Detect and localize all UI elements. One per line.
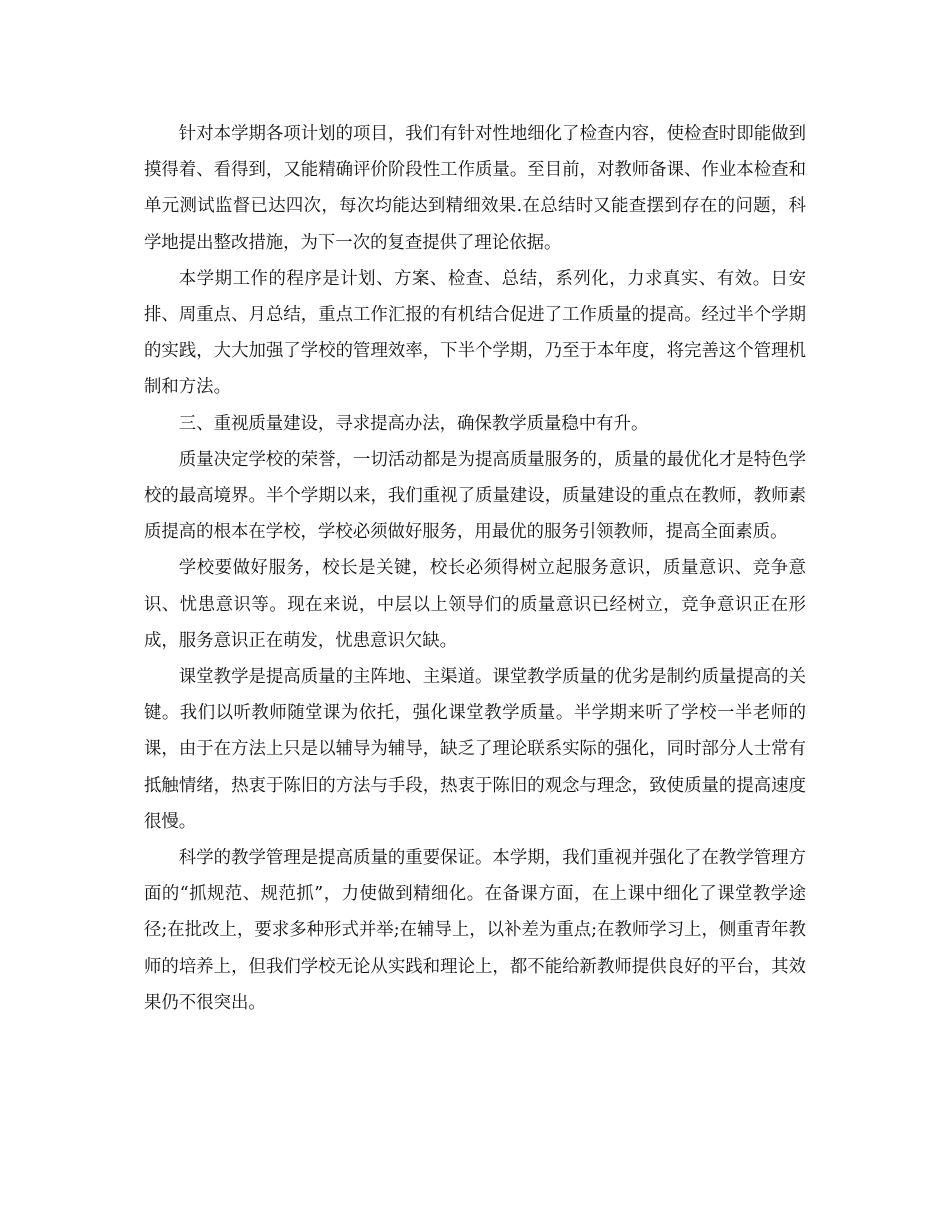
paragraph-classroom-teaching: 课堂教学是提高质量的主阵地、主渠道。课堂教学质量的优劣是制约质量提高的关键。我们以听教师随堂课为依托，强化课堂教学质量。半学期来听了学校一半老师的课，由于在方法上只是以辅导为辅导，缺乏了理论联系实际的强化，同时部分人士常有抵触情绪，热衷于陈旧的方法与手段，热衷于陈旧的观念与理念，致使质量的提高速度很慢。 [144,667,806,832]
paragraph-inspection: 针对本学期各项计划的项目，我们有针对性地细化了检查内容，使检查时即能做到摸得着、看得到，又能精确评价阶段性工作质量。至目前，对教师备课、作业本检查和单元测试监督已达四次，每次均能达到精细效果.在总结时又能查摆到存在的问题，科学地提出整改措施，为下一次的复查提供了理论依据。 [144,124,806,253]
paragraph-work-procedure: 本学期工作的程序是计划、方案、检查、总结，系列化，力求真实、有效。日安排、周重点、月总结，重点工作汇报的有机结合促进了工作质量的提高。经过半个学期的实践，大大加强了学校的管理效率，下半个学期，乃至于本年度，将完善这个管理机制和方法。 [144,268,806,398]
paragraph-teaching-management: 科学的教学管理是提高质量的重要保证。本学期，我们重视并强化了在教学管理方面的“抓规范、规范抓”，力使做到精细化。在备课方面，在上课中细化了课堂教学途径;在批改上，要求多种形式并举;在辅导上，以补差为重点;在教师学习上，侧重青年教师的培养上，但我们学校无论从实践和理论上，都不能给新教师提供良好的平台，其效果仍不很突出。 [144,848,806,1013]
paragraph-quality-honor: 质量决定学校的荣誉，一切活动都是为提高质量服务的，质量的最优化才是特色学校的最高境界。半个学期以来，我们重视了质量建设，质量建设的重点在教师，教师素质提高的根本在学校，学校必须做好服务，用最优的服务引领教师，提高全面素质。 [144,449,806,543]
section-heading-quality: 三、重视质量建设，寻求提高办法，确保教学质量稳中有升。 [178,413,649,434]
document-body [144,116,806,1021]
paragraph-principal-key: 学校要做好服务，校长是关键，校长必须得树立起服务意识，质量意识、竞争意识、忧患意识等。现在来说，中层以上领导们的质量意识已经树立，竞争意识正在形成，服务意识正在萌发，忧患意识欠缺。 [144,558,806,651]
